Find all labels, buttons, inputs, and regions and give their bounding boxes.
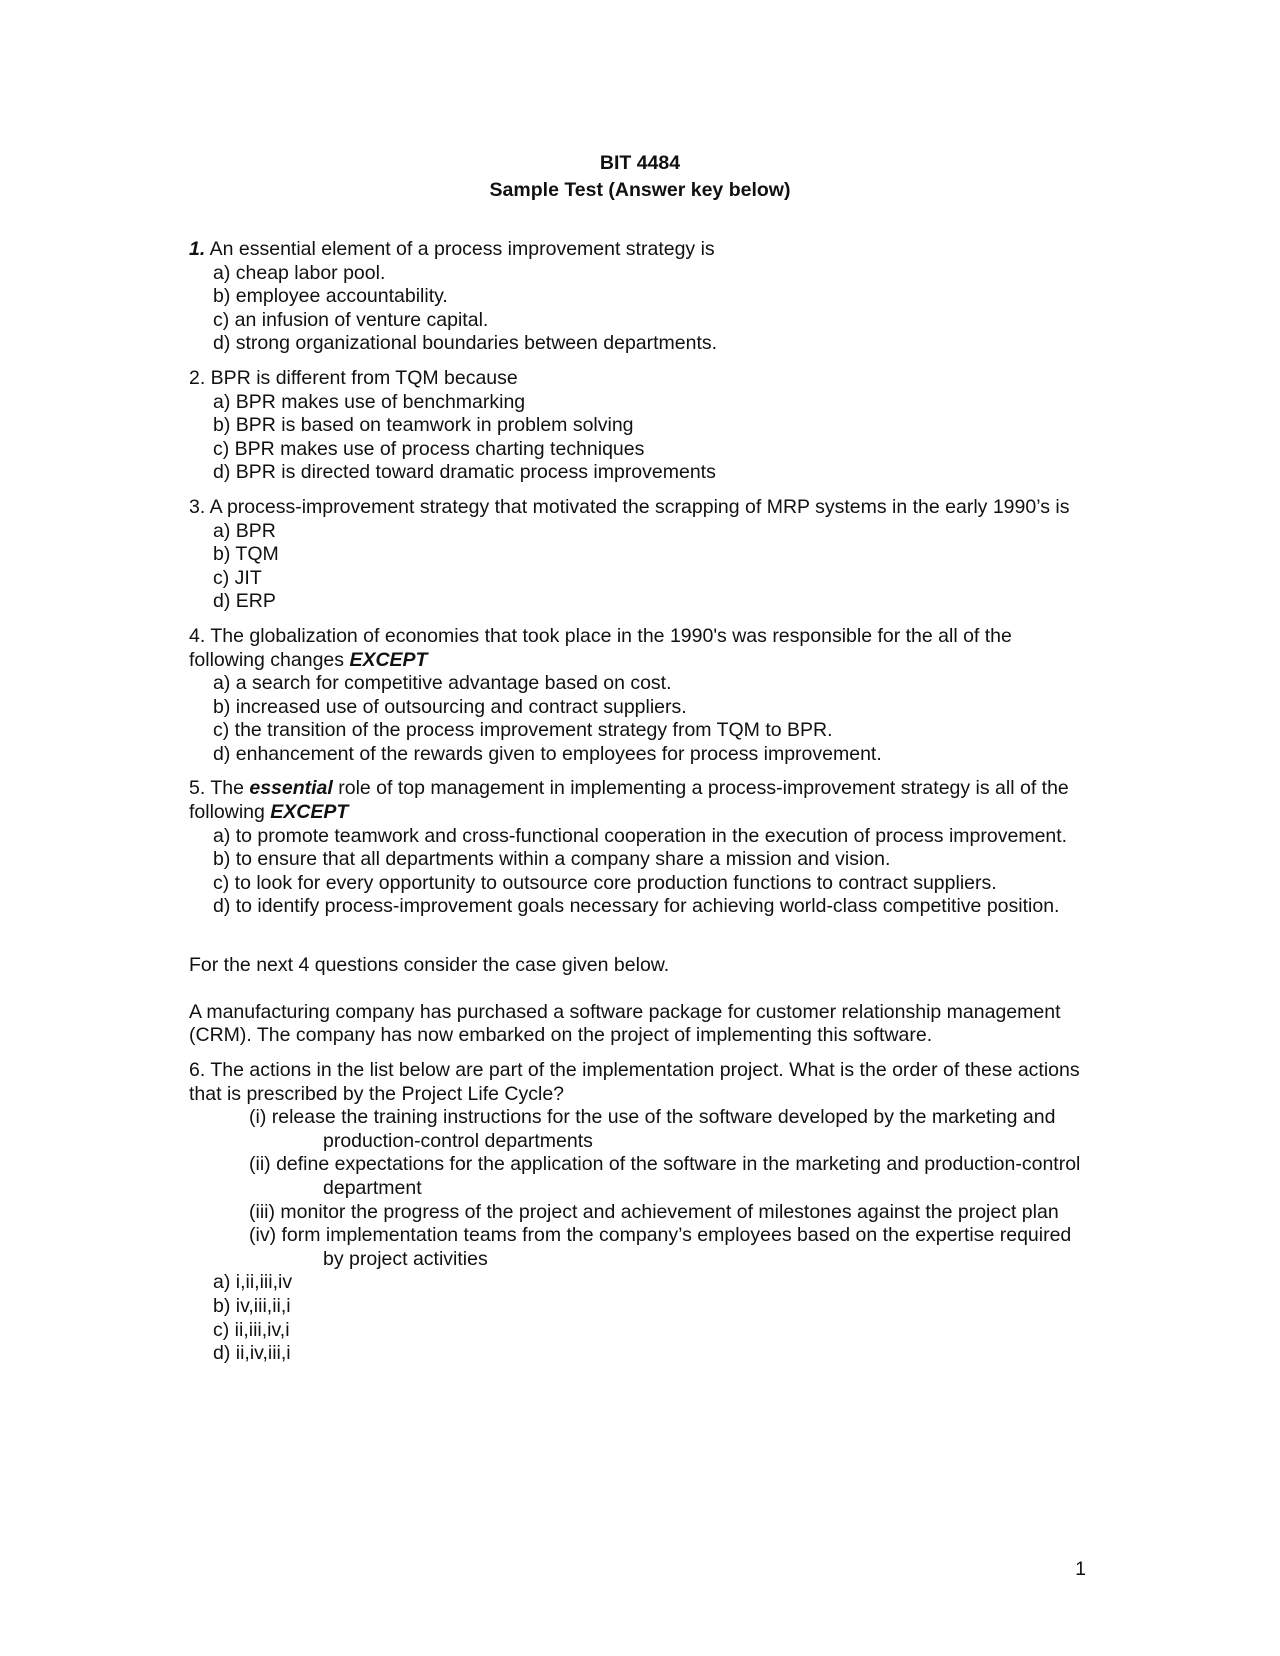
question-4-option-c: c) the transition of the process improvement strategy from TQM to BPR. [213, 719, 833, 742]
question-2-text: 2. BPR is different from TQM because [189, 366, 518, 389]
question-5-option-a: a) to promote teamwork and cross-functional cooperation in the execution of process improvement. [213, 824, 1068, 847]
question-1-text: An essential element of a process improvement strategy is [205, 238, 715, 260]
question-1-option-a: a) cheap labor pool. [213, 261, 386, 284]
question-4-text: 4. The globalization of economies that took place in the 1990's was responsible for the all of the following changes [189, 624, 1012, 671]
question-6-text: 6. The actions in the list below are part of the implementation project. What is the order of these actions that is prescribed by the Project Life Cycle? [189, 1059, 1080, 1105]
question-2 [189, 367, 1089, 485]
question-1 [189, 238, 1089, 356]
question-2-option-c: c) BPR makes use of process charting techniques [213, 437, 645, 460]
course-title: BIT 4484 [599, 152, 681, 174]
question-6-action-iii: (iii) monitor the progress of the project and achievement of milestones against the project plan [249, 1200, 1059, 1223]
case-description: A manufacturing company has purchased a software package for customer relationship management (CRM). The company has now embarked on the project of implementing this software. [189, 1000, 1061, 1047]
question-4-option-d: d) enhancement of the rewards given to employees for process improvement. [213, 742, 882, 765]
question-3-option-c: c) JIT [213, 566, 262, 589]
spacer [189, 977, 1089, 1001]
question-4 [189, 625, 1089, 767]
question-1-stem [189, 238, 1089, 262]
question-1-number: 1. [189, 238, 206, 260]
question-6-action-ii: (ii) define expectations for the application of the software in the marketing and production-control department [249, 1153, 1081, 1199]
question-3-option-d: d) ERP [213, 590, 276, 613]
spacer [189, 930, 1089, 954]
question-6 [189, 1059, 1089, 1366]
question-2-option-a: a) BPR makes use of benchmarking [213, 390, 526, 413]
question-5-mid: role of top management in implementing a process-improvement strategy is all of the following [189, 777, 1069, 824]
question-5-emphasis-2: EXCEPT [270, 801, 349, 824]
questions-body [189, 238, 1089, 1377]
question-5 [189, 777, 1089, 919]
question-6-option-d: d) ii,iv,iii,i [213, 1342, 291, 1365]
question-5-stem [189, 777, 1089, 824]
question-4-option-b: b) increased use of outsourcing and contract suppliers. [213, 695, 687, 718]
question-3-option-b: b) TQM [213, 543, 279, 566]
question-6-action-iv: (iv) form implementation teams from the company’s employees based on the expertise required by project activities [249, 1224, 1072, 1270]
question-1-option-d: d) strong organizational boundaries between departments. [213, 332, 718, 355]
question-6-option-c: c) ii,iii,iv,i [213, 1318, 290, 1341]
question-6-option-a: a) i,ii,iii,iv [213, 1271, 293, 1294]
question-5-option-c: c) to look for every opportunity to outsource core production functions to contract suppliers. [213, 871, 997, 894]
page-number: 1 [1075, 1558, 1086, 1580]
question-6-option-b: b) iv,iii,ii,i [213, 1294, 291, 1317]
document-header [0, 150, 1280, 204]
question-5-emphasis-1: essential [249, 777, 333, 800]
question-1-option-b: b) employee accountability. [213, 285, 448, 308]
test-subtitle: Sample Test (Answer key below) [489, 179, 791, 201]
question-3-option-a: a) BPR [213, 519, 276, 542]
case-intro: For the next 4 questions consider the case given below. [189, 953, 670, 976]
question-6-action-i: (i) release the training instructions for the use of the software developed by the marketing and production-control departments [249, 1106, 1056, 1152]
question-5-option-d: d) to identify process-improvement goals necessary for achieving world-class competitive position. [213, 895, 1060, 918]
question-3-text: 3. A process-improvement strategy that motivated the scrapping of MRP systems in the early 1990’s is [189, 495, 1070, 518]
question-4-stem [189, 625, 1089, 672]
question-1-option-c: c) an infusion of venture capital. [213, 308, 489, 331]
question-5-pre: 5. The [189, 777, 250, 800]
question-2-option-d: d) BPR is directed toward dramatic process improvements [213, 461, 716, 484]
question-4-emphasis: EXCEPT [349, 648, 428, 671]
question-3 [189, 496, 1089, 614]
question-4-option-a: a) a search for competitive advantage based on cost. [213, 672, 672, 695]
question-2-option-b: b) BPR is based on teamwork in problem solving [213, 414, 634, 437]
question-5-option-b: b) to ensure that all departments within a company share a mission and vision. [213, 848, 891, 871]
